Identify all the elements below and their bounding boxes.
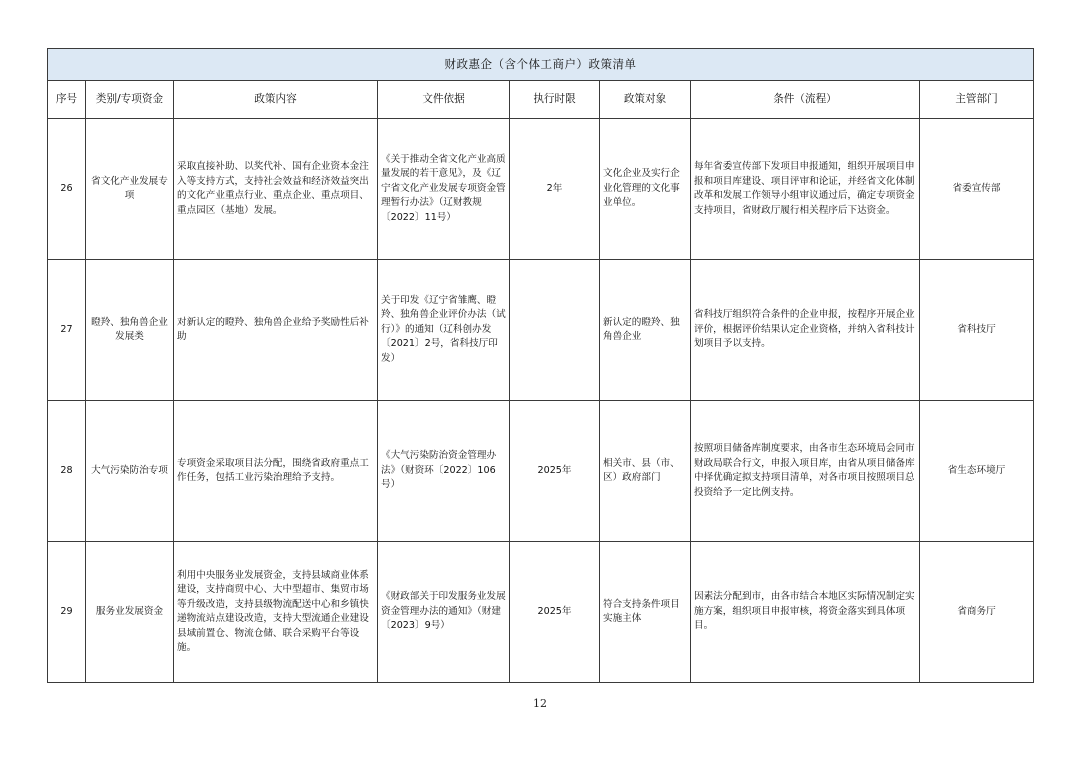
cell-term: 2025年 xyxy=(510,542,600,683)
cell-conditions: 省科技厅组织符合条件的企业申报，按程序开展企业评价，根据评价结果认定企业资格，并纳入省科技计划项目予以支持。 xyxy=(691,260,920,401)
cell-department: 省科技厅 xyxy=(920,260,1034,401)
cell-category: 省文化产业发展专项 xyxy=(86,119,174,260)
cell-category: 服务业发展资金 xyxy=(86,542,174,683)
cell-content: 专项资金采取项目法分配，围绕省政府重点工作任务，包括工业污染治理给予支持。 xyxy=(174,401,378,542)
cell-department: 省生态环境厅 xyxy=(920,401,1034,542)
cell-term: 2025年 xyxy=(510,401,600,542)
page-number: 12 xyxy=(533,697,547,710)
cell-target: 相关市、县（市、区）政府部门 xyxy=(600,401,691,542)
col-header-category: 类别/专项资金 xyxy=(86,81,174,119)
col-header-content: 政策内容 xyxy=(174,81,378,119)
table-row xyxy=(48,542,1034,683)
cell-term: 2年 xyxy=(510,119,600,260)
col-header-term: 执行时限 xyxy=(510,81,600,119)
policy-sheet xyxy=(47,48,1033,683)
cell-content: 利用中央服务业发展资金，支持县域商业体系建设，支持商贸中心、大中型超市、集贸市场等升级改造，支持县级物流配送中心和乡镇快递物流站点建设改造，支持大型流通企业建设县域前置仓、物流仓储、联合采购平台等设施。 xyxy=(174,542,378,683)
title-row xyxy=(48,49,1034,81)
cell-basis: 关于印发《辽宁省雏鹰、瞪羚、独角兽企业评价办法（试行）》的通知（辽科创办发〔2021〕2号，省科技厅印发） xyxy=(378,260,510,401)
cell-no: 27 xyxy=(48,260,86,401)
col-header-conditions: 条件（流程） xyxy=(691,81,920,119)
table-title: 财政惠企（含个体工商户）政策清单 xyxy=(48,49,1034,81)
cell-target: 新认定的瞪羚、独角兽企业 xyxy=(600,260,691,401)
col-header-target: 政策对象 xyxy=(600,81,691,119)
cell-conditions: 因素法分配到市，由各市结合本地区实际情况制定实施方案，组织项目申报审核，将资金落实到具体项目。 xyxy=(691,542,920,683)
cell-basis: 《关于推动全省文化产业高质量发展的若干意见》，及《辽宁省文化产业发展专项资金管理暂行办法》（辽财教规〔2022〕11号） xyxy=(378,119,510,260)
table-row xyxy=(48,260,1034,401)
col-header-department: 主管部门 xyxy=(920,81,1034,119)
table-row xyxy=(48,119,1034,260)
cell-target: 文化企业及实行企业化管理的文化事业单位。 xyxy=(600,119,691,260)
policy-table xyxy=(47,48,1034,683)
cell-conditions: 按照项目储备库制度要求，由各市生态环境局会同市财政局联合行文，申报入项目库，由省从项目储备库中择优确定拟支持项目清单，对各市项目按照项目总投资给予一定比例支持。 xyxy=(691,401,920,542)
cell-no: 29 xyxy=(48,542,86,683)
cell-no: 26 xyxy=(48,119,86,260)
cell-content: 采取直接补助、以奖代补、国有企业资本金注入等支持方式，支持社会效益和经济效益突出的文化产业重点行业、重点企业、重点项目、重点园区（基地）发展。 xyxy=(174,119,378,260)
cell-no: 28 xyxy=(48,401,86,542)
cell-term xyxy=(510,260,600,401)
cell-target: 符合支持条件项目实施主体 xyxy=(600,542,691,683)
cell-conditions: 每年省委宣传部下发项目申报通知，组织开展项目申报和项目库建设、项目评审和论证，并经省文化体制改革和发展工作领导小组审议通过后，确定专项资金支持项目，省财政厅履行相关程序后下达资金。 xyxy=(691,119,920,260)
header-row xyxy=(48,81,1034,119)
cell-category: 大气污染防治专项 xyxy=(86,401,174,542)
col-header-no: 序号 xyxy=(48,81,86,119)
cell-basis: 《财政部关于印发服务业发展资金管理办法的通知》（财建〔2023〕9号） xyxy=(378,542,510,683)
cell-basis: 《大气污染防治资金管理办法》（财资环〔2022〕106号） xyxy=(378,401,510,542)
cell-category: 瞪羚、独角兽企业发展类 xyxy=(86,260,174,401)
cell-department: 省委宣传部 xyxy=(920,119,1034,260)
cell-content: 对新认定的瞪羚、独角兽企业给予奖励性后补助 xyxy=(174,260,378,401)
col-header-basis: 文件依据 xyxy=(378,81,510,119)
table-row xyxy=(48,401,1034,542)
cell-department: 省商务厅 xyxy=(920,542,1034,683)
